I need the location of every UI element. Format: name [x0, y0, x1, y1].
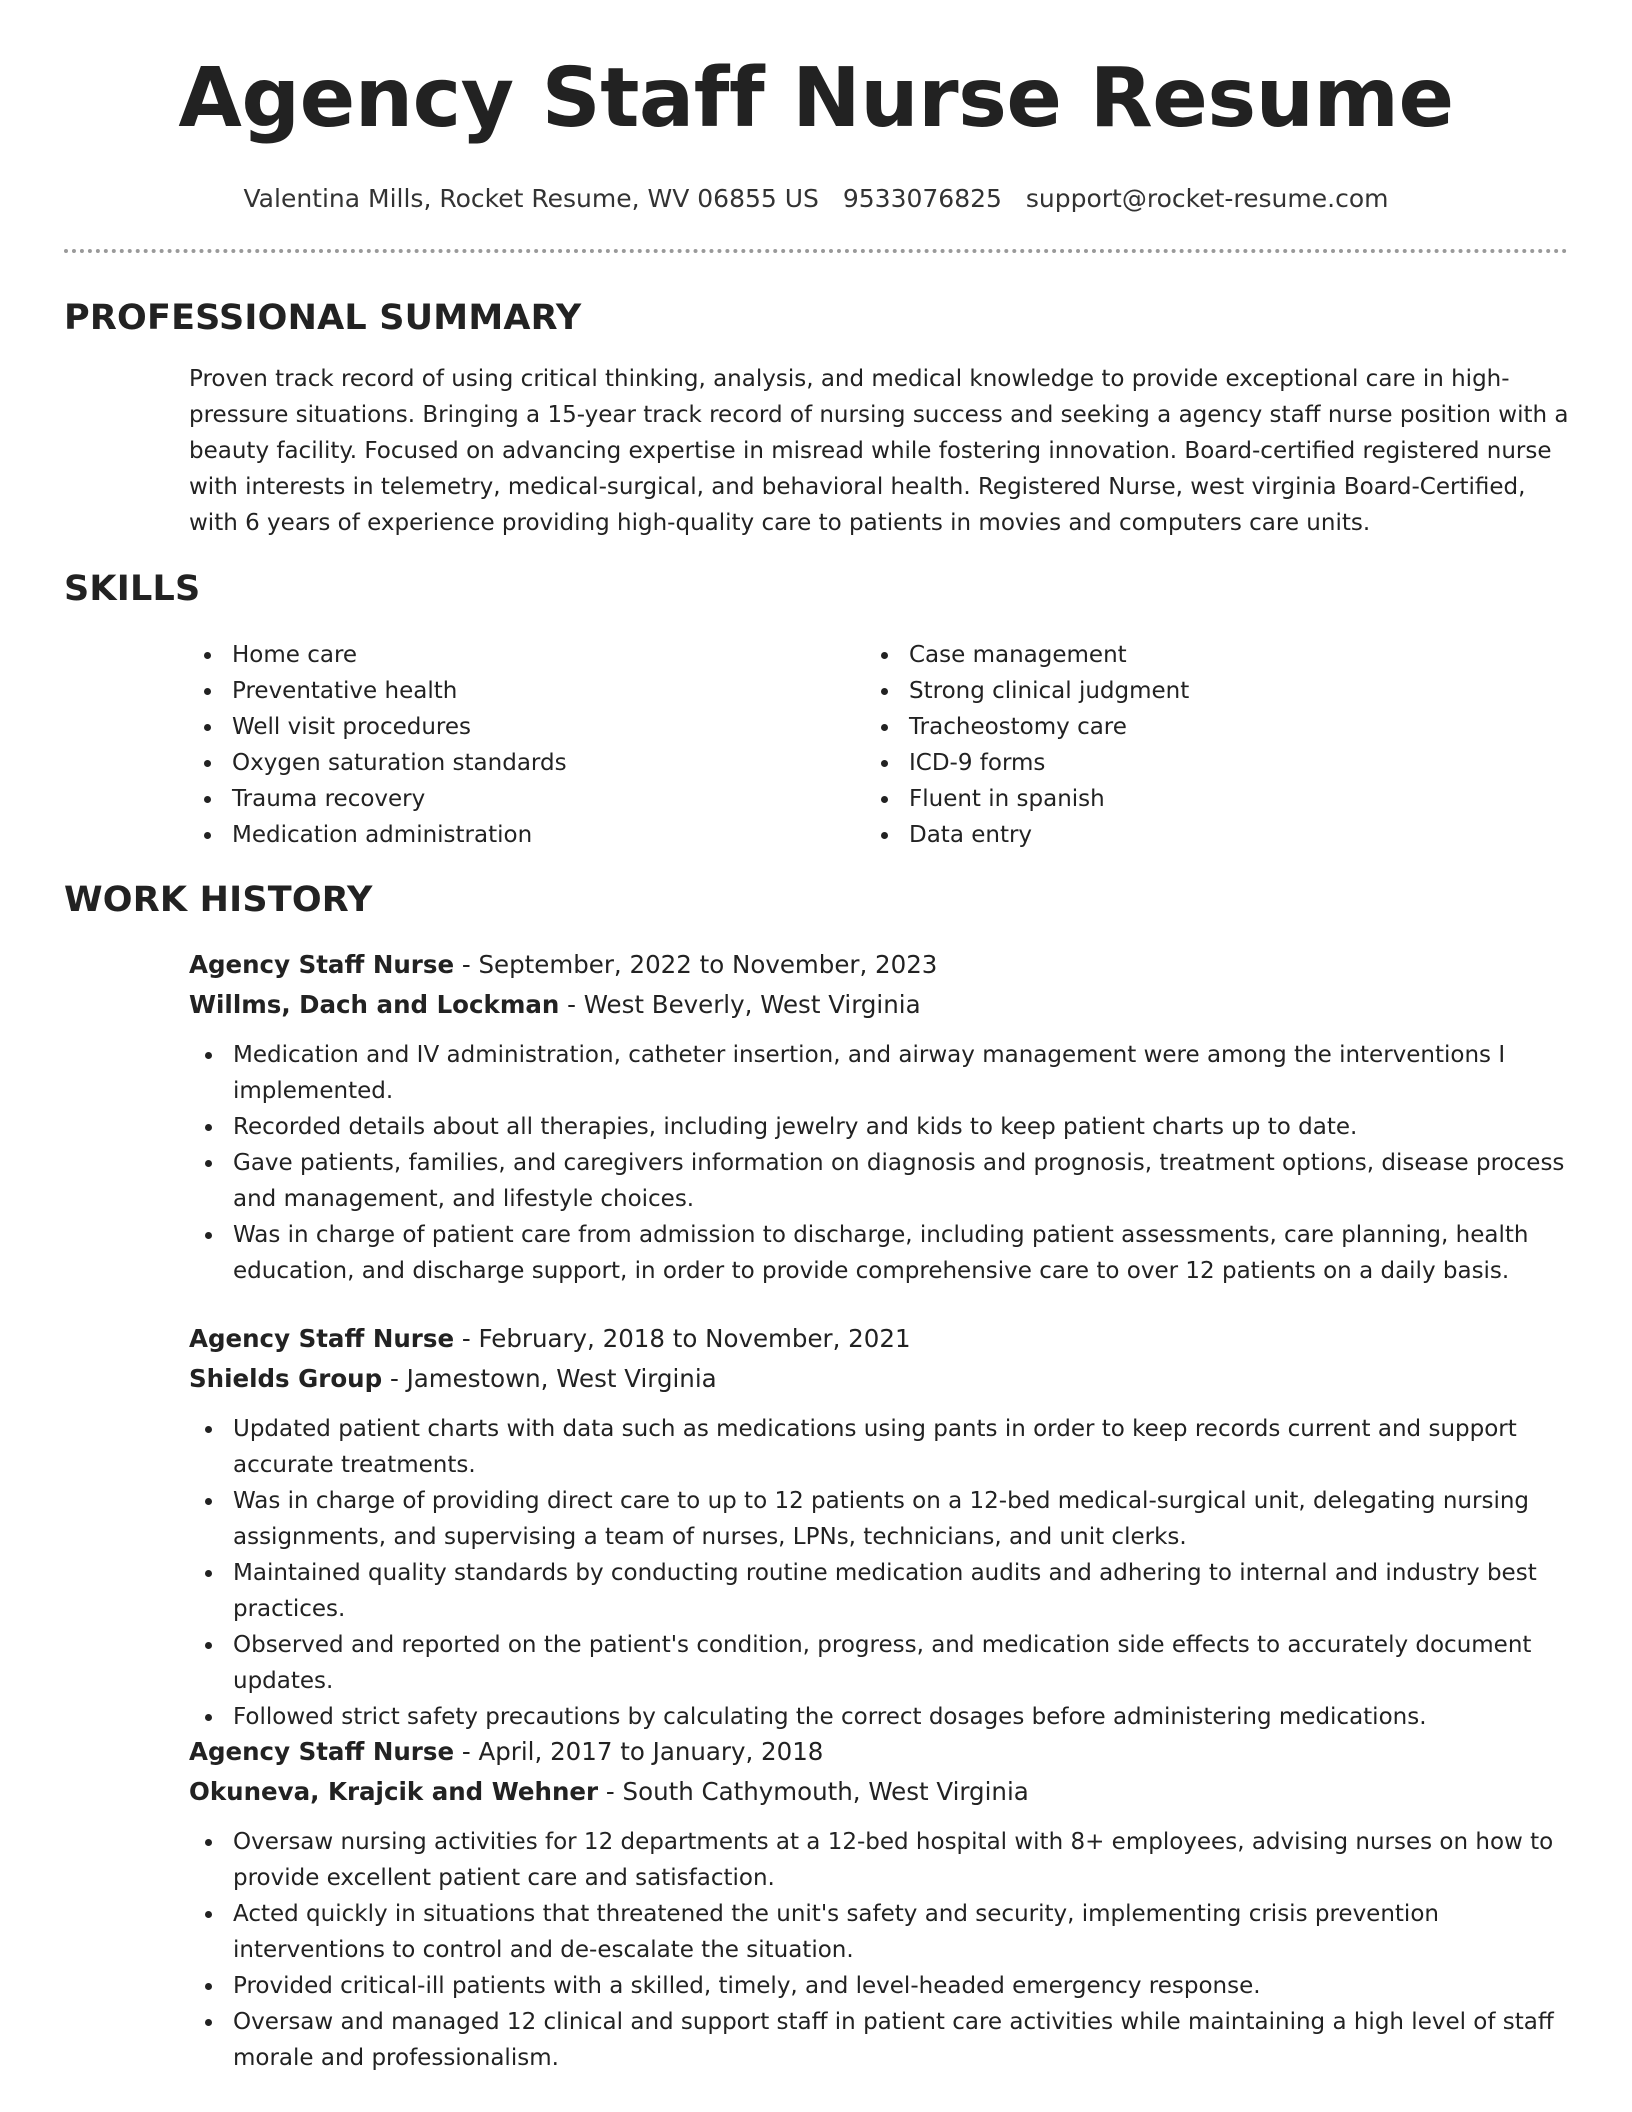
job-location: - South Cathymouth, West Virginia [598, 1777, 1029, 1806]
job-dates: - February, 2018 to November, 2021 [454, 1324, 911, 1353]
duty-item: Was in charge of patient care from admission to discharge, including patient assessments, care planning, health education, and discharge support, in order to provide comprehensive care to over 12 patients on a daily basis. [144, 1217, 1569, 1289]
skill-item: Home care [188, 637, 788, 673]
duty-item: Observed and reported on the patient's condition, progress, and medication side effects to accurately document updates. [144, 1627, 1569, 1699]
job-title-line [189, 1732, 1569, 1772]
skills-list-left [188, 637, 788, 853]
job-title: Agency Staff Nurse [189, 1737, 455, 1766]
duty-item: Medication and IV administration, catheter insertion, and airway management were among the interventions I implemented. [144, 1037, 1569, 1109]
skill-item: Preventative health [188, 673, 788, 709]
summary-text: Proven track record of using critical thinking, analysis, and medical knowledge to provide exceptional care in high-pressure situations. Bringing a 15-year track record of nursing success and seeking a agency staff nurse position with a beauty facility. Focused on advancing expertise in misread while fostering innovation. Board-certified registered nurse with interests in telemetry, medical-surgical, and behavioral health. Registered Nurse, west virginia Board-Certified, with 6 years of experience providing high-quality care to patients in movies and computers care units. [189, 366, 1569, 536]
skill-item: Strong clinical judgment [865, 673, 1465, 709]
duty-item: Followed strict safety precautions by calculating the correct dosages before administering medications. [144, 1699, 1569, 1735]
skill-item: Fluent in spanish [865, 781, 1465, 817]
skills-heading: SKILLS [64, 569, 201, 609]
job-company: Willms, Dach and Lockman [189, 990, 560, 1019]
job-location: - West Beverly, West Virginia [559, 990, 921, 1019]
skill-item: Oxygen saturation standards [188, 745, 788, 781]
skill-item: Trauma recovery [188, 781, 788, 817]
job-company-line [189, 985, 1569, 1025]
duty-item: Acted quickly in situations that threatened the unit's safety and security, implementing crisis prevention interventions to control and de-escalate the situation. [144, 1896, 1569, 1968]
skill-item: Case management [865, 637, 1465, 673]
job-dates: - September, 2022 to November, 2023 [454, 950, 938, 979]
contact-phone: 9533076825 [842, 184, 1002, 213]
skill-item: Medication administration [188, 817, 788, 853]
work-history-heading: WORK HISTORY [64, 880, 373, 920]
summary-heading: PROFESSIONAL SUMMARY [64, 298, 582, 338]
duty-item: Gave patients, families, and caregivers information on diagnosis and prognosis, treatment options, disease process and management, and lifestyle choices. [144, 1145, 1569, 1217]
job-company-line [189, 1359, 1569, 1399]
job-company-line [189, 1772, 1569, 1812]
header-divider [64, 249, 1568, 253]
job-title: Agency Staff Nurse [189, 950, 455, 979]
duty-item: Was in charge of providing direct care to up to 12 patients on a 12-bed medical-surgical unit, delegating nursing assignments, and supervising a team of nurses, LPNs, technicians, and unit clerks. [144, 1483, 1569, 1555]
job-location: - Jamestown, West Virginia [382, 1364, 717, 1393]
job-company: Okuneva, Krajcik and Wehner [189, 1777, 599, 1806]
job-title: Agency Staff Nurse [189, 1324, 455, 1353]
job-entry [189, 945, 1569, 1289]
job-entry [189, 1732, 1569, 2076]
skill-item: Tracheostomy care [865, 709, 1465, 745]
duty-item: Oversaw nursing activities for 12 departments at a 12-bed hospital with 8+ employees, advising nurses on how to provide excellent patient care and satisfaction. [144, 1824, 1569, 1896]
job-duties [144, 1037, 1569, 1289]
skill-item: Data entry [865, 817, 1465, 853]
job-company: Shields Group [189, 1364, 383, 1393]
duty-item: Maintained quality standards by conducting routine medication audits and adhering to internal and industry best practices. [144, 1555, 1569, 1627]
contact-address: Valentina Mills, Rocket Resume, WV 06855 US [243, 184, 819, 213]
contact-line [0, 183, 1632, 215]
job-duties [144, 1411, 1569, 1735]
duty-item: Updated patient charts with data such as medications using pants in order to keep records current and support accurate treatments. [144, 1411, 1569, 1483]
duty-item: Oversaw and managed 12 clinical and support staff in patient care activities while maintaining a high level of staff morale and professionalism. [144, 2004, 1569, 2076]
skill-item: ICD-9 forms [865, 745, 1465, 781]
duty-item: Recorded details about all therapies, including jewelry and kids to keep patient charts up to date. [144, 1109, 1569, 1145]
contact-email: support@rocket-resume.com [1025, 184, 1389, 213]
job-dates: - April, 2017 to January, 2018 [454, 1737, 824, 1766]
job-title-line [189, 945, 1569, 985]
job-title-line [189, 1319, 1569, 1359]
job-duties [144, 1824, 1569, 2076]
job-entry [189, 1319, 1569, 1735]
skill-item: Well visit procedures [188, 709, 788, 745]
duty-item: Provided critical-ill patients with a skilled, timely, and level-headed emergency response. [144, 1968, 1569, 2004]
skills-list-right [865, 637, 1465, 853]
resume-title: Agency Staff Nurse Resume [178, 51, 1454, 146]
